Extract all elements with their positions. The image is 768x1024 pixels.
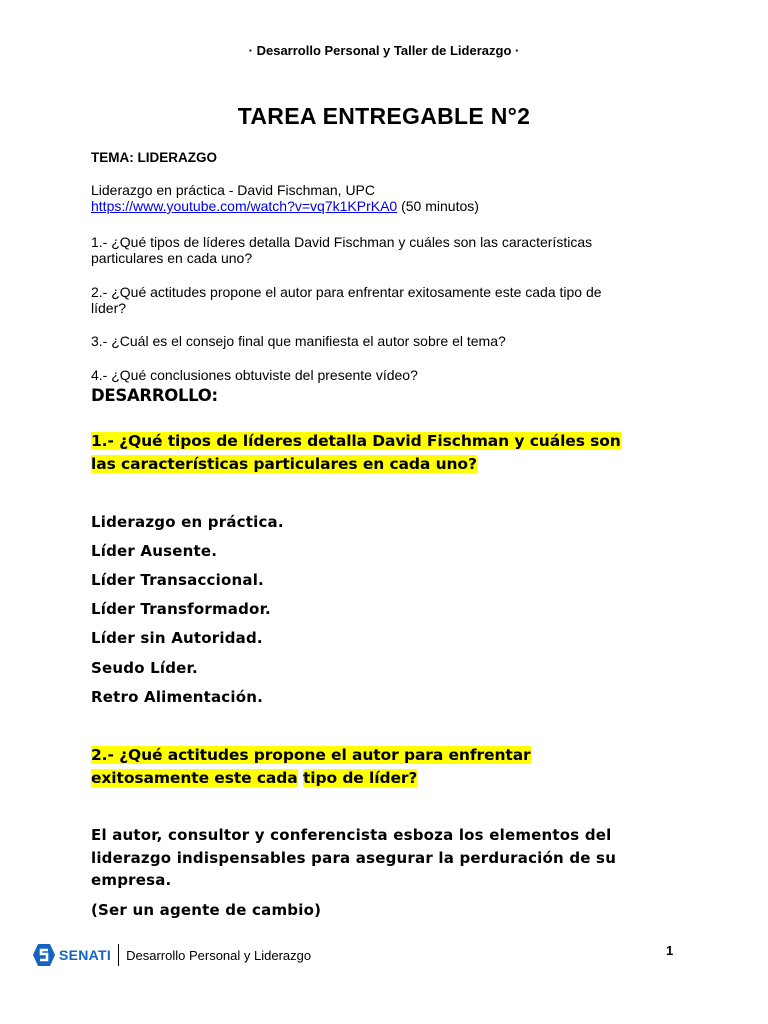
- question-2-line-1: 2.- ¿Qué actitudes propone el autor para enfrentar exitosamente este cada tipo de: [91, 284, 602, 300]
- question-3: 3.- ¿Cuál es el consejo final que manifiesta el autor sobre el tema?: [91, 333, 506, 349]
- leader-type-item: Seudo Líder.: [91, 659, 198, 677]
- answer-2-paragraph: [91, 824, 701, 892]
- leader-type-item: Líder Transformador.: [91, 600, 271, 618]
- page-footer: [32, 940, 311, 970]
- page-header: · Desarrollo Personal y Taller de Liderazgo ·: [248, 43, 520, 58]
- answer-2-question: [91, 744, 691, 790]
- topic-label: TEMA: LIDERAZGO: [91, 150, 217, 165]
- answer-1-question-line-1: 1.- ¿Qué tipos de líderes detalla David Fischman y cuáles son: [91, 432, 621, 450]
- reference-title: Liderazgo en práctica - David Fischman, UPC: [91, 182, 376, 198]
- answer-1-question: [91, 430, 691, 476]
- document-title: TAREA ENTREGABLE N°2: [237, 103, 531, 129]
- page-number: 1: [666, 943, 674, 958]
- senati-logo: [32, 943, 111, 967]
- leader-type-item: Líder Ausente.: [91, 542, 218, 560]
- answer-2-note: (Ser un agente de cambio): [91, 901, 322, 919]
- answer-2-question-line-2a: exitosamente este cada: [91, 769, 298, 787]
- question-2-line-2: líder?: [91, 300, 127, 316]
- reference-block: [91, 182, 691, 214]
- leader-type-item: Liderazgo en práctica.: [91, 513, 284, 531]
- question-4: 4.- ¿Qué conclusiones obtuviste del presente vídeo?: [91, 367, 418, 383]
- leader-type-item: Líder Transaccional.: [91, 571, 264, 589]
- question-1-line-1: 1.- ¿Qué tipos de líderes detalla David Fischman y cuáles son las características: [91, 234, 593, 250]
- footer-course-name: Desarrollo Personal y Liderazgo: [126, 947, 312, 963]
- answer-2-paragraph-line-1: El autor, consultor y conferencista esboza los elementos del: [91, 826, 612, 844]
- answer-1-question-line-2: las características particulares en cada uno?: [91, 455, 477, 473]
- youtube-link[interactable]: https://www.youtube.com/watch?v=vq7k1KPrKA0: [91, 198, 398, 214]
- senati-logo-text: SENATI: [59, 947, 112, 963]
- question-2: [91, 284, 691, 316]
- answer-2-question-line-2b: tipo de líder?: [302, 769, 418, 787]
- reference-link-line: [91, 198, 691, 214]
- question-1-line-2: particulares en cada uno?: [91, 250, 253, 266]
- answer-2-paragraph-line-3: empresa.: [91, 871, 172, 889]
- question-1: [91, 234, 691, 266]
- answer-2-paragraph-line-2: liderazgo indispensables para asegurar la perduración de su: [91, 848, 617, 867]
- leader-type-item: Líder sin Autoridad.: [91, 629, 263, 647]
- leader-type-item: Retro Alimentación.: [91, 688, 264, 706]
- reference-duration: (50 minutos): [397, 198, 479, 214]
- senati-logo-icon: [32, 943, 56, 967]
- answer-2-question-line-1: 2.- ¿Qué actitudes propone el autor para enfrentar: [91, 746, 531, 764]
- desarrollo-heading: DESARROLLO:: [91, 386, 218, 405]
- footer-divider: [118, 944, 119, 966]
